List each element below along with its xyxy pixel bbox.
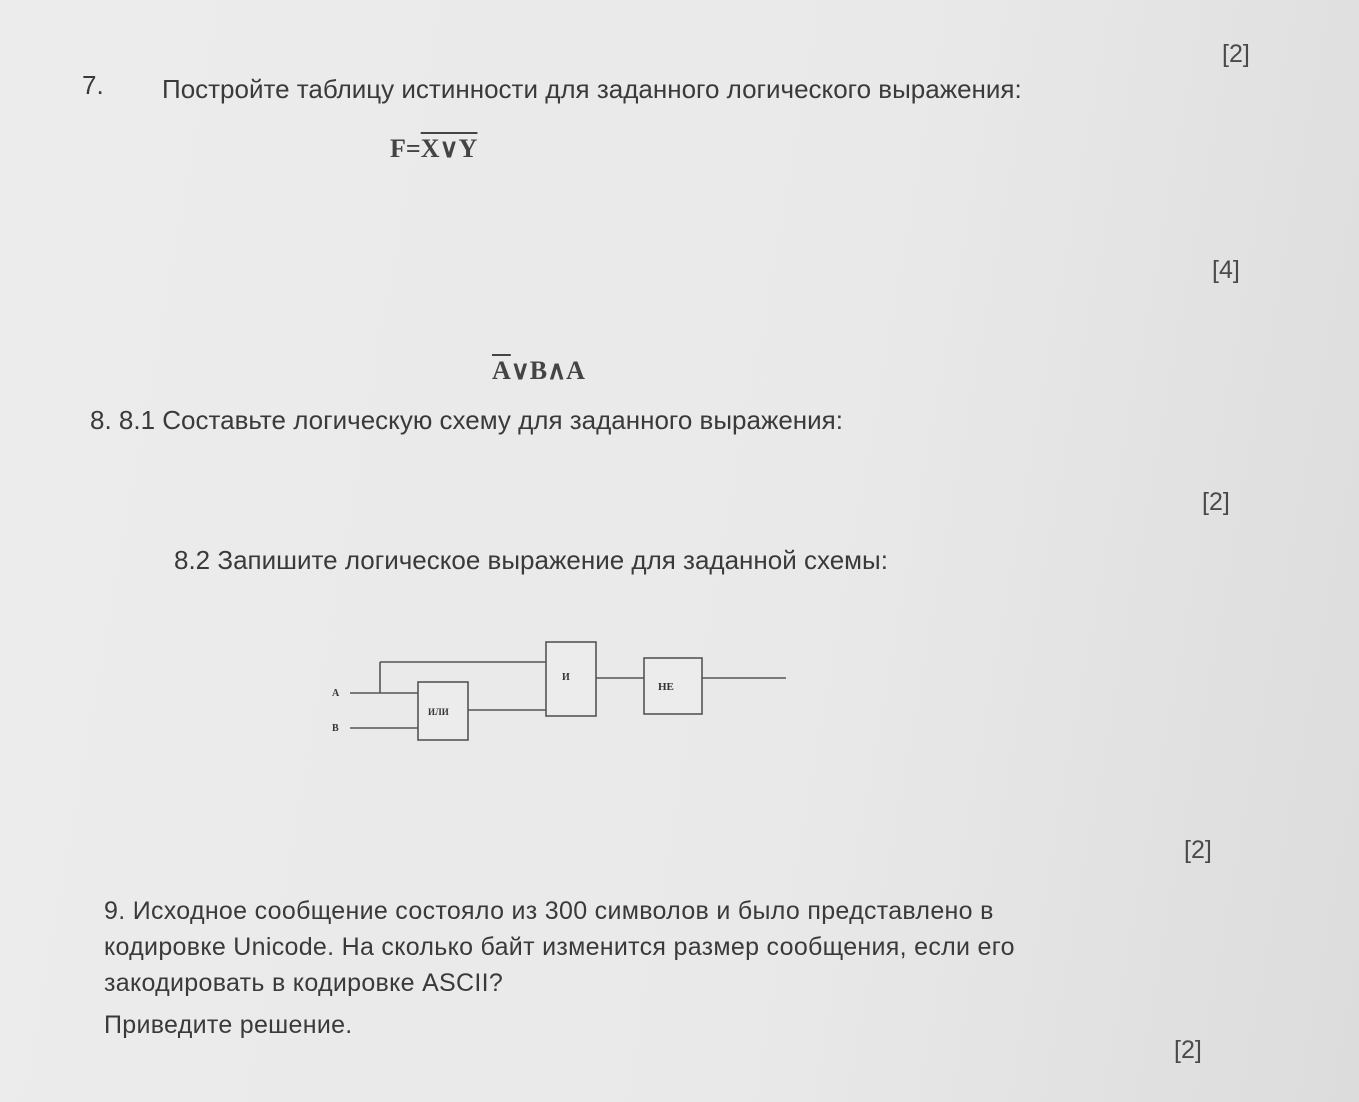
q9-line-4: Приведите решение.: [104, 1011, 353, 1039]
q9-line-1: 9. Исходное сообщение состояло из 300 символов и было представлено в: [104, 897, 994, 925]
q7-formula: [390, 134, 477, 164]
q9-line-2: кодировке Unicode. На сколько байт изменится размер сообщения, если его: [104, 933, 1015, 961]
q8-2-text: 8.2 Запишите логическое выражение для заданной схемы:: [174, 545, 888, 575]
input-b-label: B: [332, 723, 339, 734]
q7-number: 7.: [82, 70, 104, 100]
expr-a-negated: $\overline{A}$: [492, 356, 511, 385]
q8-2-mark: [2]: [1184, 836, 1212, 864]
q7-question-text: Постройте таблицу истинности для заданного логического выражения:: [162, 74, 1022, 104]
formula-x: X: [420, 134, 440, 163]
expr-rest: ∨B∧A: [510, 356, 585, 385]
q7-mark: [4]: [1212, 256, 1240, 284]
q7-top-mark: [2]: [1222, 40, 1250, 68]
formula-y: Y: [458, 134, 478, 163]
q9-line-3: закодировать в кодировке ASCII?: [104, 969, 504, 997]
q9-mark: [2]: [1174, 1036, 1202, 1064]
q8-expression: [492, 356, 585, 386]
q8-1-mark: [2]: [1202, 488, 1230, 516]
and-gate-label: И: [562, 672, 570, 683]
and-gate-box: [546, 642, 596, 716]
formula-or: ∨: [439, 134, 459, 163]
q8-1-text: 8. 8.1 Составьте логическую схему для заданного выражения:: [90, 405, 843, 435]
not-gate-label: НЕ: [658, 681, 674, 693]
input-a-label: A: [332, 688, 340, 699]
logic-circuit-diagram: [320, 630, 800, 750]
or-gate-label: ИЛИ: [428, 707, 449, 717]
formula-prefix: F=: [390, 134, 421, 163]
formula-negated-part: [421, 134, 478, 163]
